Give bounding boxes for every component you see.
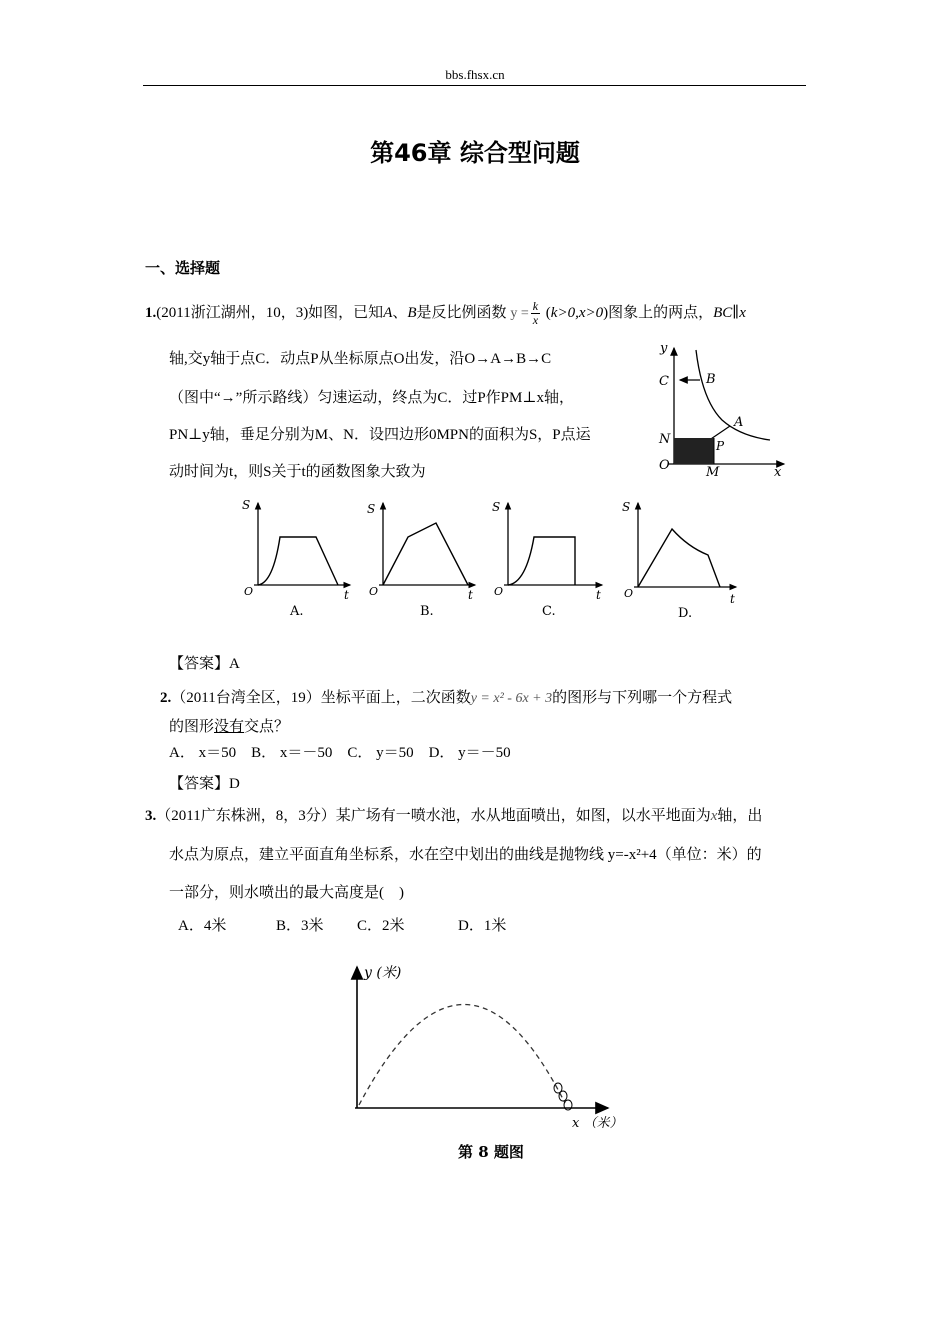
- svg-text:t: t: [730, 592, 735, 606]
- svg-text:O: O: [494, 585, 504, 598]
- q3-line3: 一部分，则水喷出的最大高度是( ): [169, 885, 404, 901]
- option-b-label: B.: [420, 604, 434, 619]
- q1-fig-label-y: y: [660, 341, 668, 356]
- svg-text:t: t: [344, 588, 349, 602]
- option-a-label: A.: [290, 604, 304, 619]
- q2-line1: 2.（2011台湾全区，19）坐标平面上，二次函数y = x² - 6x + 3的图形与下列哪一个方程式: [160, 690, 733, 706]
- header-rule: [143, 85, 806, 86]
- q2-func: y = x² - 6x + 3: [470, 691, 553, 706]
- q2-answer: 【答案】D: [169, 776, 240, 792]
- q2-number: 2.: [160, 690, 172, 706]
- q1-line4: PN⊥y轴，垂足分别为M、N．设四边形0MPN的面积为S，P点运: [169, 427, 591, 443]
- svg-text:O: O: [244, 585, 254, 598]
- q1-fig-curve: [696, 350, 770, 440]
- q1-func-lhs: y =: [510, 305, 529, 321]
- svg-text:t: t: [596, 588, 601, 602]
- svg-text:S: S: [367, 502, 376, 516]
- option-c-label: C.: [542, 604, 556, 619]
- q3-number: 3.: [145, 808, 157, 824]
- q1-line3: （图中“→”所示路线）匀速运动，终点为C．过P作PM⊥x轴，: [169, 390, 574, 406]
- option-a-graph: [242, 498, 350, 619]
- q3-choice-d: D．1米: [458, 918, 507, 934]
- q3-choice-b: B．3米: [276, 918, 324, 934]
- svg-text:O: O: [624, 587, 634, 600]
- q1-func-fraction: $\frac{k}{x}$: [532, 299, 539, 327]
- section-heading: 一、选择题: [145, 259, 221, 277]
- q1-line2: 轴,交y轴于点C．动点P从坐标原点O出发，沿O→A→B→C: [169, 351, 552, 367]
- page-title: 第46章 综合型问题: [370, 139, 580, 167]
- q3-fountain-figure: [340, 955, 640, 1170]
- q1-fig-label-a: A: [734, 415, 744, 430]
- svg-text:S: S: [492, 500, 501, 514]
- q1-fig-label-x: x: [774, 465, 782, 480]
- q3-choice-a: A．4米: [178, 918, 227, 934]
- q2-choices: A． x＝50 B． x＝－50 C． y＝50 D． y＝－50: [169, 745, 511, 761]
- option-c-graph: [492, 500, 602, 619]
- q3-fig-x-label: x （米）: [572, 1116, 623, 1131]
- q1-fig-label-n: N: [659, 432, 671, 447]
- q3-choice-c: C．2米: [357, 918, 405, 934]
- q1-fig-label-c: C: [659, 374, 669, 389]
- q3-fig-parabola: [359, 1004, 565, 1105]
- q3-fig-caption: 第 8 题图: [458, 1143, 524, 1161]
- q1-fig-label-m: M: [706, 465, 720, 480]
- q1-fig-label-o: O: [659, 458, 670, 473]
- q3-line1: 3.（2011广东株洲，8，3分）某广场有一喷水池，水从地面喷出，如图，以水平地面为x轴，出: [145, 808, 763, 824]
- q2-line2: 的图形没有交点？: [169, 719, 290, 735]
- svg-text:t: t: [468, 588, 473, 602]
- svg-text:O: O: [369, 585, 379, 598]
- q1-answer: 【答案】A: [169, 656, 240, 672]
- svg-text:S: S: [242, 498, 251, 512]
- svg-text:S: S: [622, 500, 631, 514]
- q2-underlined: 没有: [214, 719, 245, 735]
- q1-line1: 1.(2011浙江湖州，10，3)如图，已知A、B是反比例函数 y = $\frac{k}{x}$ (k>0,x>0)图象上的两点，BC∥x: [145, 299, 746, 327]
- q1-fig-label-p: P: [716, 439, 725, 453]
- q3-fig-droplet: [559, 1091, 567, 1101]
- q1-hyperbola-figure: [652, 340, 792, 480]
- q1-line5: 动时间为t，则S关于t的函数图象大致为: [169, 464, 426, 480]
- q3-fig-y-label: y (米): [364, 965, 402, 981]
- option-d-graph: [622, 500, 736, 621]
- q1-option-graphs: [228, 495, 758, 625]
- q3-line2: 水点为原点，建立平面直角坐标系，水在空中划出的曲线是抛物线 y=-x²+4（单位：米）的: [169, 847, 762, 863]
- q1-fig-shaded-rect: [674, 438, 714, 464]
- q1-number: 1.: [145, 304, 157, 321]
- option-d-label: D.: [678, 606, 693, 621]
- option-b-graph: [367, 502, 475, 619]
- q1-fig-label-b: B: [706, 372, 716, 387]
- header-site: bbs.fhsx.cn: [445, 67, 505, 82]
